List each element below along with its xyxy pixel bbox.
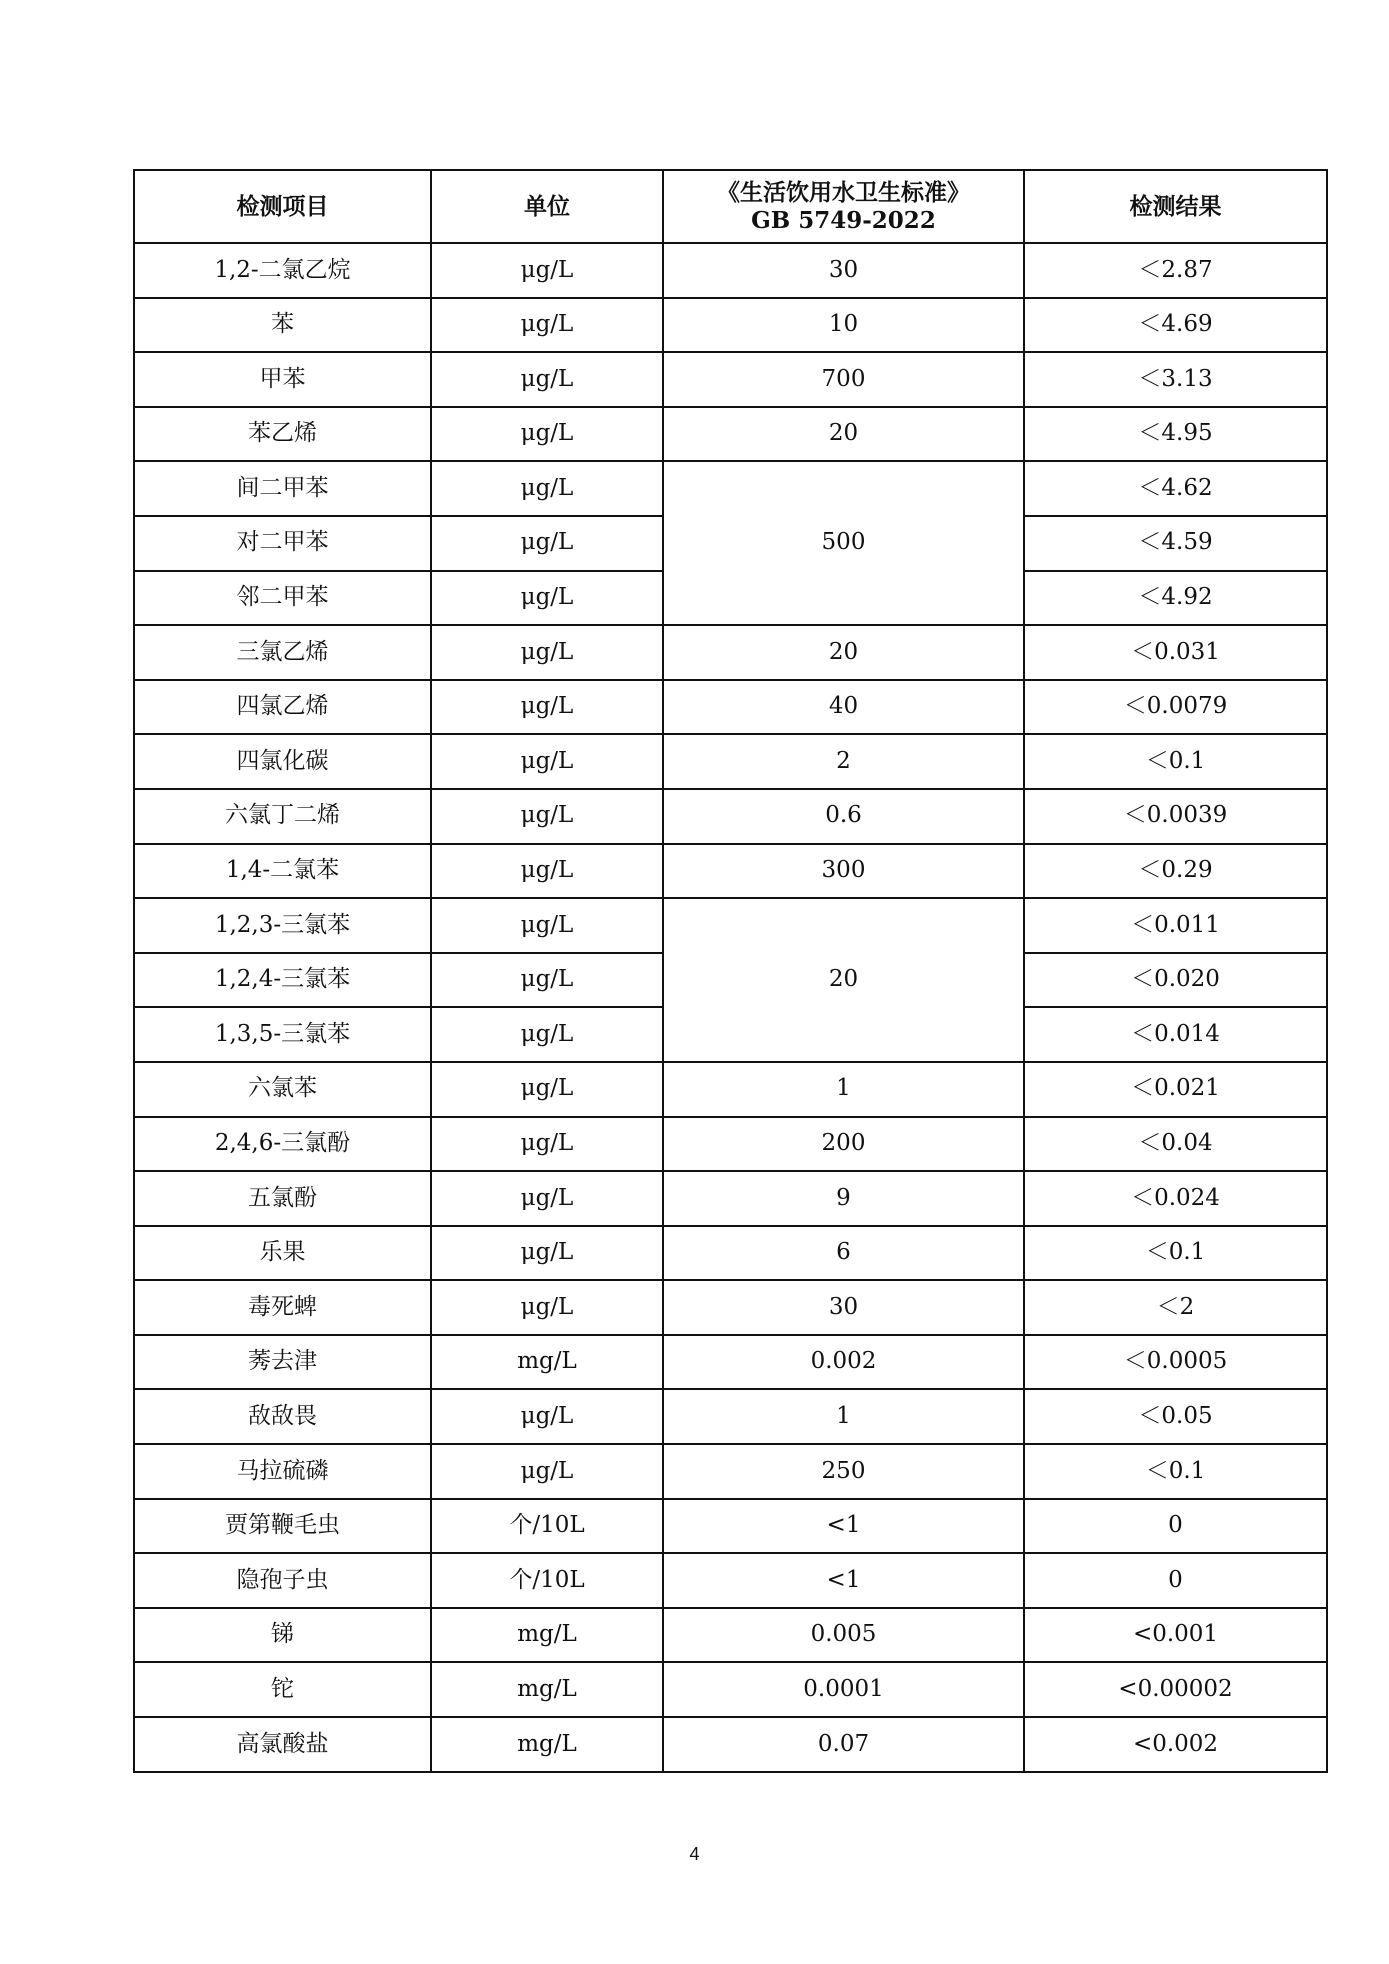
table-row (134, 789, 1327, 844)
cell-unit: μg/L (431, 734, 663, 789)
cell-unit: μg/L (431, 680, 663, 735)
cell-result: ＜0.014 (1024, 1007, 1327, 1062)
table-row (134, 1117, 1327, 1172)
cell-item: 1,3,5-三氯苯 (134, 1007, 431, 1062)
cell-item: 1,2-二氯乙烷 (134, 243, 431, 298)
cell-result: ＜4.59 (1024, 516, 1327, 571)
cell-item: 六氯丁二烯 (134, 789, 431, 844)
cell-result: ＜0.024 (1024, 1171, 1327, 1226)
cell-unit: mg/L (431, 1662, 663, 1717)
table-row (134, 1444, 1327, 1499)
table-row (134, 352, 1327, 407)
cell-unit: μg/L (431, 1389, 663, 1444)
cell-limit: 1 (663, 1062, 1024, 1117)
cell-result: ＜4.95 (1024, 407, 1327, 462)
table-row (134, 625, 1327, 680)
cell-unit: μg/L (431, 789, 663, 844)
cell-limit: 40 (663, 680, 1024, 735)
cell-item: 敌敌畏 (134, 1389, 431, 1444)
cell-item: 2,4,6-三氯酚 (134, 1117, 431, 1172)
cell-unit: μg/L (431, 898, 663, 953)
header-unit: 单位 (431, 170, 663, 243)
header-row (134, 170, 1327, 243)
cell-limit: 6 (663, 1226, 1024, 1281)
cell-item: 铊 (134, 1662, 431, 1717)
cell-unit: μg/L (431, 352, 663, 407)
cell-limit: 0.07 (663, 1717, 1024, 1772)
cell-limit: 200 (663, 1117, 1024, 1172)
cell-item: 1,2,4-三氯苯 (134, 953, 431, 1008)
cell-unit: μg/L (431, 1280, 663, 1335)
cell-result: ＜0.29 (1024, 844, 1327, 899)
cell-item: 四氯乙烯 (134, 680, 431, 735)
cell-result: ＜0.1 (1024, 1226, 1327, 1281)
cell-unit: μg/L (431, 298, 663, 353)
cell-unit: μg/L (431, 953, 663, 1008)
cell-result: ＜0.020 (1024, 953, 1327, 1008)
table-row (134, 1608, 1327, 1663)
cell-item: 1,2,3-三氯苯 (134, 898, 431, 953)
cell-unit: μg/L (431, 625, 663, 680)
cell-result: ＜2 (1024, 1280, 1327, 1335)
table-row (134, 1499, 1327, 1554)
table-row (134, 898, 1327, 953)
cell-result: ＜0.0079 (1024, 680, 1327, 735)
cell-limit: 2 (663, 734, 1024, 789)
cell-unit: μg/L (431, 1117, 663, 1172)
cell-result: <0.002 (1024, 1717, 1327, 1772)
cell-unit: μg/L (431, 1007, 663, 1062)
table-row (134, 1062, 1327, 1117)
cell-unit: 个/10L (431, 1499, 663, 1554)
cell-item: 乐果 (134, 1226, 431, 1281)
cell-unit: mg/L (431, 1608, 663, 1663)
cell-limit: 300 (663, 844, 1024, 899)
cell-item: 四氯化碳 (134, 734, 431, 789)
cell-limit: <1 (663, 1553, 1024, 1608)
table-row (134, 243, 1327, 298)
cell-item: 莠去津 (134, 1335, 431, 1390)
cell-limit: 0.0001 (663, 1662, 1024, 1717)
cell-unit: μg/L (431, 1226, 663, 1281)
cell-item: 贾第鞭毛虫 (134, 1499, 431, 1554)
cell-limit: 500 (663, 461, 1024, 625)
cell-item: 五氯酚 (134, 1171, 431, 1226)
cell-limit: <1 (663, 1499, 1024, 1554)
cell-item: 间二甲苯 (134, 461, 431, 516)
cell-result: ＜0.0005 (1024, 1335, 1327, 1390)
cell-item: 甲苯 (134, 352, 431, 407)
cell-result: 0 (1024, 1553, 1327, 1608)
header-standard (663, 170, 1024, 243)
cell-unit: μg/L (431, 844, 663, 899)
cell-unit: mg/L (431, 1335, 663, 1390)
header-item: 检测项目 (134, 170, 431, 243)
cell-result: 0 (1024, 1499, 1327, 1554)
cell-limit: 10 (663, 298, 1024, 353)
cell-item: 隐孢子虫 (134, 1553, 431, 1608)
cell-result: ＜4.62 (1024, 461, 1327, 516)
cell-item: 1,4-二氯苯 (134, 844, 431, 899)
table-row (134, 1171, 1327, 1226)
cell-limit: 30 (663, 243, 1024, 298)
cell-unit: 个/10L (431, 1553, 663, 1608)
cell-result: ＜3.13 (1024, 352, 1327, 407)
cell-result: ＜0.04 (1024, 1117, 1327, 1172)
cell-item: 高氯酸盐 (134, 1717, 431, 1772)
cell-limit: 250 (663, 1444, 1024, 1499)
cell-limit: 9 (663, 1171, 1024, 1226)
cell-result: ＜0.021 (1024, 1062, 1327, 1117)
table-row (134, 1335, 1327, 1390)
cell-item: 马拉硫磷 (134, 1444, 431, 1499)
table-row (134, 1226, 1327, 1281)
cell-unit: μg/L (431, 461, 663, 516)
cell-limit: 0.002 (663, 1335, 1024, 1390)
table-row (134, 298, 1327, 353)
table-row (134, 461, 1327, 516)
cell-result: ＜4.69 (1024, 298, 1327, 353)
table-row (134, 1662, 1327, 1717)
table-row (134, 1280, 1327, 1335)
cell-unit: μg/L (431, 407, 663, 462)
cell-unit: μg/L (431, 571, 663, 626)
cell-unit: mg/L (431, 1717, 663, 1772)
cell-unit: μg/L (431, 1444, 663, 1499)
cell-result: ＜0.1 (1024, 734, 1327, 789)
page-number: 4 (689, 1844, 700, 1864)
cell-limit: 20 (663, 898, 1024, 1062)
cell-item: 三氯乙烯 (134, 625, 431, 680)
table-row (134, 844, 1327, 899)
table-row (134, 407, 1327, 462)
test-results-table (133, 169, 1328, 1773)
cell-unit: μg/L (431, 243, 663, 298)
table-body (134, 243, 1327, 1772)
table-row (134, 680, 1327, 735)
table-row (134, 1389, 1327, 1444)
cell-unit: μg/L (431, 1171, 663, 1226)
cell-limit: 1 (663, 1389, 1024, 1444)
cell-result: ＜0.05 (1024, 1389, 1327, 1444)
table-row (134, 1717, 1327, 1772)
cell-item: 毒死蜱 (134, 1280, 431, 1335)
header-standard-code: GB 5749-2022 (751, 206, 936, 234)
cell-item: 邻二甲苯 (134, 571, 431, 626)
cell-item: 锑 (134, 1608, 431, 1663)
header-standard-title: 《生活饮用水卫生标准》 (717, 178, 970, 206)
cell-result: ＜0.0039 (1024, 789, 1327, 844)
cell-item: 苯乙烯 (134, 407, 431, 462)
cell-result: ＜0.1 (1024, 1444, 1327, 1499)
cell-item: 苯 (134, 298, 431, 353)
cell-item: 对二甲苯 (134, 516, 431, 571)
cell-item: 六氯苯 (134, 1062, 431, 1117)
cell-limit: 20 (663, 625, 1024, 680)
cell-result: ＜2.87 (1024, 243, 1327, 298)
cell-limit: 20 (663, 407, 1024, 462)
table-row (134, 734, 1327, 789)
cell-result: <0.00002 (1024, 1662, 1327, 1717)
cell-limit: 700 (663, 352, 1024, 407)
cell-result: <0.001 (1024, 1608, 1327, 1663)
header-result: 检测结果 (1024, 170, 1327, 243)
cell-unit: μg/L (431, 516, 663, 571)
cell-result: ＜0.011 (1024, 898, 1327, 953)
cell-result: ＜4.92 (1024, 571, 1327, 626)
cell-unit: μg/L (431, 1062, 663, 1117)
cell-limit: 0.6 (663, 789, 1024, 844)
cell-limit: 0.005 (663, 1608, 1024, 1663)
cell-limit: 30 (663, 1280, 1024, 1335)
table-row (134, 1553, 1327, 1608)
cell-result: ＜0.031 (1024, 625, 1327, 680)
